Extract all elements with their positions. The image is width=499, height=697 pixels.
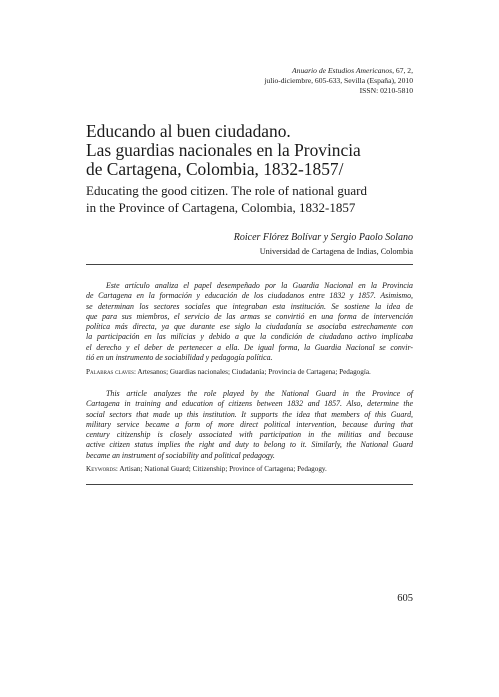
journal-issn: ISSN: 0210-5810 bbox=[359, 86, 413, 95]
abstract-line: active citizen status implies the right and duty to belong to it. Similarly, the National Guard bbox=[86, 440, 413, 450]
bottom-divider bbox=[86, 484, 413, 485]
abstract-line: tió en un instrumento de sociabilidad y pedagogía política. bbox=[86, 353, 273, 363]
abstract-english bbox=[86, 389, 413, 461]
abstract-line: política más directa, ya que durante ese siglo la ciudadanía se asociaba estrechamente con bbox=[86, 322, 413, 332]
abstract-line: el derecho y el deber de pertenecer a ella. De igual forma, la Guardia Nacional se convir- bbox=[86, 342, 413, 352]
page-number: 605 bbox=[397, 593, 413, 604]
abstract-line: became an instrument of sociability and political pedagogy. bbox=[86, 450, 275, 460]
keywords-spanish bbox=[86, 367, 413, 377]
title-es-line: Las guardias nacionales en la Provincia bbox=[86, 140, 361, 160]
keywords-label: Palabras claves bbox=[86, 368, 134, 376]
abstract-line: Este artículo analiza el papel desempeñado por la Guardia Nacional en la Provincia bbox=[106, 281, 413, 290]
abstract-line: que para sus miembros, el servicio de las armas se convirtió en una forma de intervención bbox=[86, 311, 413, 321]
abstract-spanish bbox=[86, 281, 413, 363]
title-spanish bbox=[86, 122, 426, 179]
journal-name: Anuario de Estudios Americanos bbox=[292, 66, 393, 75]
abstract-line: military service became a form of more direct political intervention, because during that bbox=[86, 419, 413, 429]
title-en-line: Educating the good citizen. The role of national guard bbox=[86, 183, 367, 198]
journal-volume: , 67, 2, bbox=[392, 66, 413, 75]
top-divider bbox=[86, 264, 413, 265]
abstract-line: century citizenship is closely associated with participation in the militias and because bbox=[86, 430, 413, 440]
abstract-line: la participación en las milicias y debido a que la condición de ciudadano activo implicaba bbox=[86, 332, 413, 342]
keywords-english bbox=[86, 464, 413, 474]
title-es-line: Educando al buen ciudadano. bbox=[86, 121, 291, 141]
journal-citation-line bbox=[264, 66, 413, 76]
title-es-line: de Cartagena, Colombia, 1832-1857/ bbox=[86, 159, 344, 179]
abstract-line: This article analyzes the role played by the National Guard in the Province of bbox=[106, 389, 413, 398]
journal-header bbox=[264, 66, 413, 96]
title-english bbox=[86, 183, 426, 216]
abstract-line: de Cartagena en la formación y educación de los ciudadanos entre 1832 y 1857. Asimismo, bbox=[86, 291, 413, 301]
affiliation: Universidad de Cartagena de Indias, Colombia bbox=[259, 247, 413, 256]
journal-dates: julio-diciembre, 605-633, Sevilla (España), 2010 bbox=[264, 76, 413, 85]
title-en-line: in the Province of Cartagena, Colombia, 1832-1857 bbox=[86, 199, 356, 215]
authors: Roicer Flórez Bolívar y Sergio Paolo Solano bbox=[233, 232, 413, 243]
abstract-line: se determinan los sectores sociales que integraban esta institución. Se sostiene la idea de bbox=[86, 301, 413, 311]
keywords-list: : Artesanos; Guardias nacionales; Ciudadanía; Provincia de Cartagena; Pedagogía. bbox=[133, 368, 371, 376]
keywords-list: : Artisan; National Guard; Citizenship; Province of Cartagena; Pedagogy. bbox=[115, 465, 327, 473]
abstract-line: Cartagena in training and education of citizens between 1832 and 1857. Also, determine the bbox=[86, 399, 413, 409]
keywords-label: Keywords bbox=[86, 465, 116, 473]
abstract-line: social sectors that made up this institution. It supports the idea that members of this Guard, bbox=[86, 409, 413, 419]
